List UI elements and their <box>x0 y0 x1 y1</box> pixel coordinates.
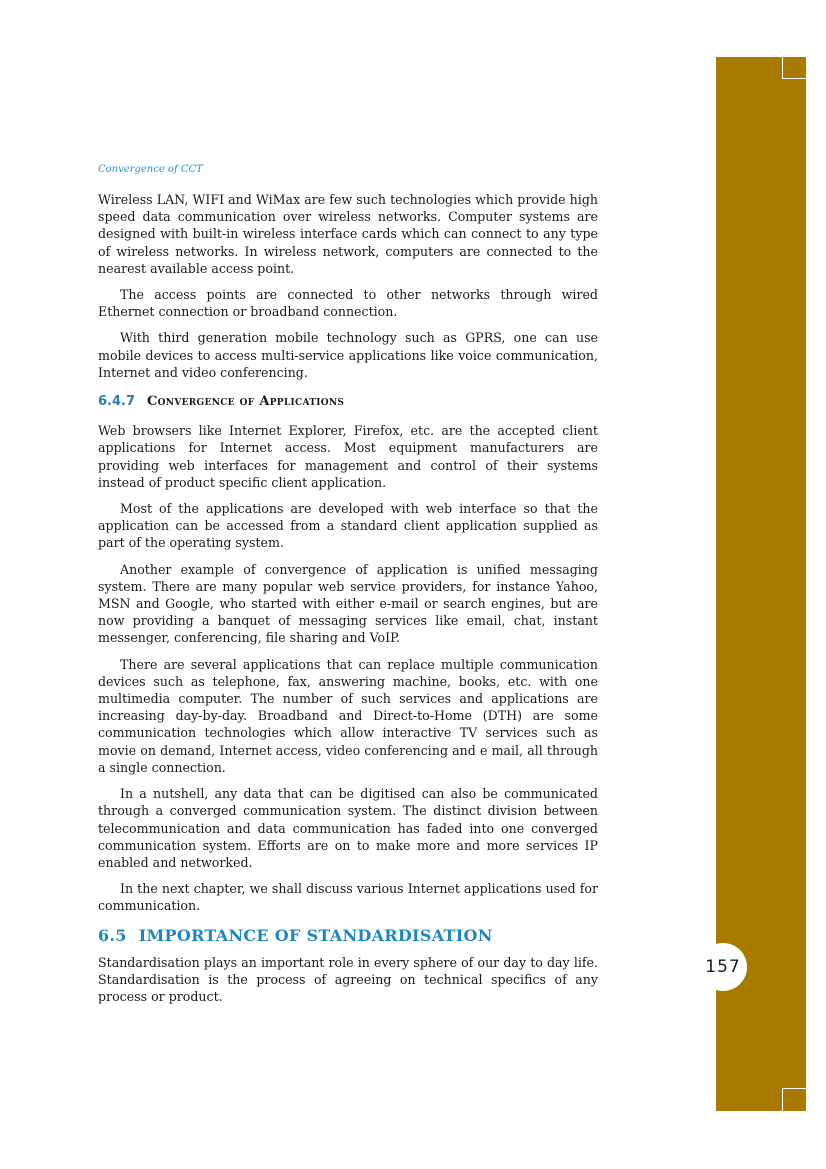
paragraph: In a nutshell, any data that can be digitised can also be communicated through a converged communication system. The distinct division between telecommunication and data communication has faded into one converged communication system. Efforts are on to make more and more services IP enabled and networked. <box>98 786 598 870</box>
corner-mark-top <box>782 57 806 79</box>
running-head: Convergence of CCT <box>98 164 203 175</box>
subsection-heading <box>98 393 598 410</box>
corner-mark-bottom <box>782 1088 806 1111</box>
paragraph: Wireless LAN, WIFI and WiMax are few such technologies which provide high speed data communication over wireless networks. Computer systems are designed with built-in wireless interface cards which can connect to any type of wireless networks. In wireless network, computers are connected to the nearest available access point. <box>98 192 598 276</box>
section-number: 6.5 <box>98 925 127 945</box>
paragraph: Another example of convergence of application is unified messaging system. There are many popular web service providers, for instance Yahoo, MSN and Google, who started with either e-mail or search engines, but are now providing a banquet of messaging services like email, chat, instant messenger, conferencing, file sharing and VoIP. <box>98 561 598 646</box>
paragraph: Standardisation plays an important role in every sphere of our day to day life. Standardisation is the process of agreeing on technical specifics of any process or product. <box>98 954 598 1005</box>
paragraph: With third generation mobile technology such as GPRS, one can use mobile devices to access multi-service applications like voice communication, Internet and video conferencing. <box>98 330 598 380</box>
subsection-title: Convergence of Applications <box>147 394 345 410</box>
paragraph: In the next chapter, we shall discuss various Internet applications used for communication. <box>98 881 598 914</box>
paragraph: The access points are connected to other networks through wired Ethernet connection or broadband connection. <box>98 287 598 320</box>
paragraph: There are several applications that can replace multiple communication devices such as telephone, fax, answering machine, books, etc. with one multimedia computer. The number of such services and applications are increasing day-by-day. Broadband and Direct-to-Home (DTH) are some communication technologies which allow interactive TV services such as movie on demand, Internet access, video conferencing and e mail, all through a single connection. <box>98 656 598 775</box>
section-title: IMPORTANCE OF STANDARDISATION <box>138 925 493 945</box>
paragraph: Web browsers like Internet Explorer, Firefox, etc. are the accepted client applications for Internet access. Most equipment manufacturers are providing web interfaces for management and control of their systems instead of product specific client application. <box>98 423 598 490</box>
section-heading <box>98 927 598 944</box>
main-text <box>98 191 598 1014</box>
paragraph: Most of the applications are developed with web interface so that the application can be accessed from a standard client application supplied as part of the operating system. <box>98 501 598 551</box>
subsection-number: 6.4.7 <box>98 394 136 410</box>
page-number: 157 <box>699 943 747 991</box>
